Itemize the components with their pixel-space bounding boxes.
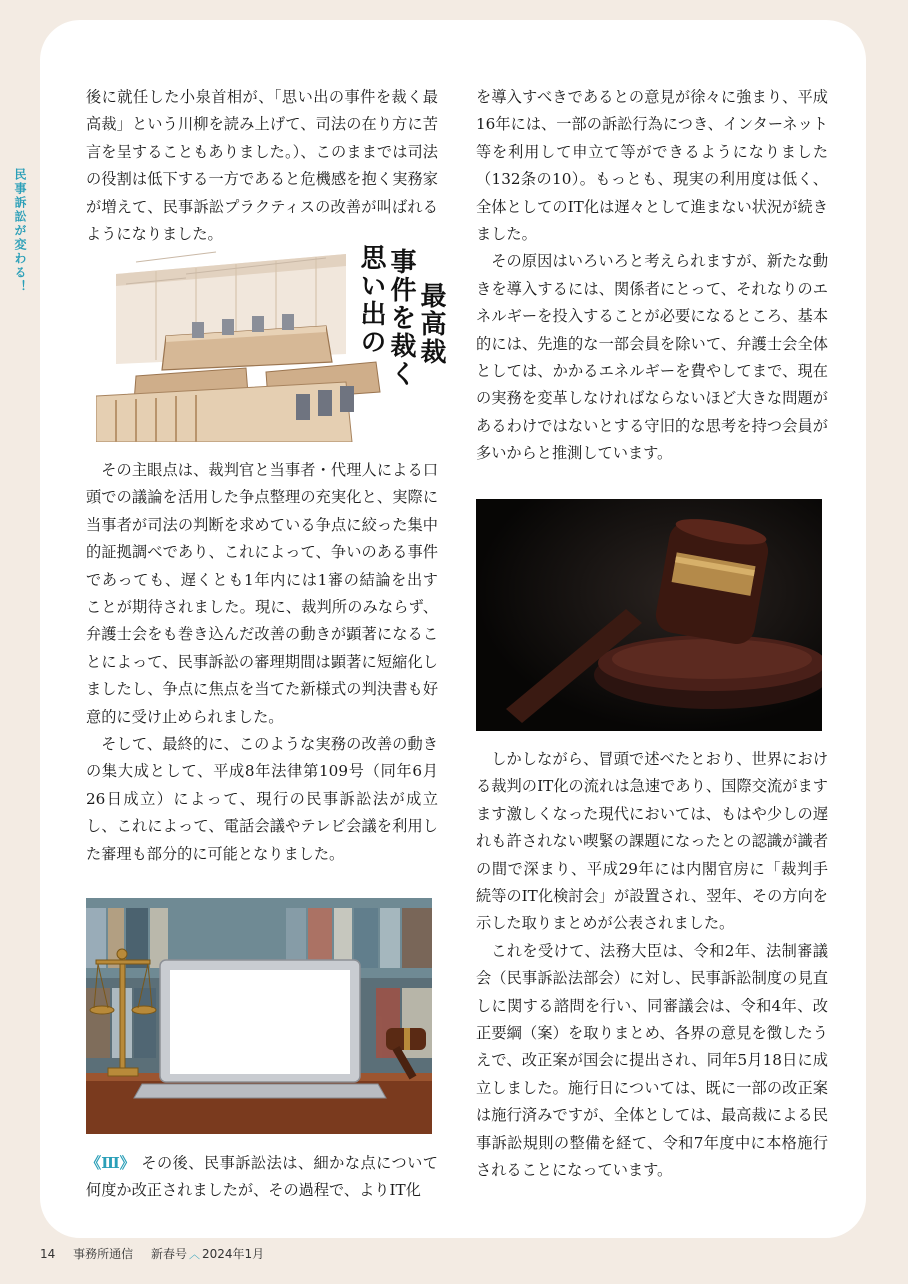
side-label: 民事訴訟が変わる！ [13, 168, 27, 294]
left-column-middle [86, 457, 438, 868]
slogan-line-3: 最高裁 [416, 282, 446, 366]
right-column-top [476, 84, 828, 468]
left-column-top [86, 84, 438, 248]
gavel-photo [476, 499, 822, 731]
slogan-line-2: 事件を裁く [386, 248, 416, 388]
slogan-line-1: 思い出の [356, 244, 386, 356]
publication-name: 事務所通信 [73, 1247, 134, 1261]
paragraph: 後に就任した小泉首相が、「思い出の事件を裁く最高裁」という川柳を読み上げて、司法の在り方に苦言を呈することもありました。）、このままでは司法の役割は低下する一方であると危機感を抱く実務家が増えて、民事訴訟プラクティスの改善が叫ばれるようになりました。 [86, 88, 438, 244]
paragraph: これを受けて、法務大臣は、令和2年、法制審議会（民事訴訟法部会）に対し、民事訴訟制度の見直しに関する諮問を行い、同審議会は、令和4年、改正要綱（案）を取りまとめ、各界の意見を徴したうえで、改正案が国会に提出され、同年5月18日に成立しました。施行日については、既に一部の改正案は施行済みですが、全体としては、最高裁による民事訴訟規則の整備を経て、令和7年度中に本格施行されることになっています。 [476, 941, 828, 1180]
courtroom-illustration [96, 244, 452, 442]
mountain-logo-icon: ︿ [188, 1248, 200, 1261]
paragraph: その主眼点は、裁判官と当事者・代理人による口頭での議論を活用した争点整理の充実化と、実際に当事者が司法の判断を求めている争点に絞った集中的証拠調べであり、これによって、争いのある事件であっても、遅くとも1年内には1審の結論を出すことが期待されました。現に、裁判所のみならず、弁護士会をも巻き込んだ改善の動きが顕著になることによって、民事訴訟の審理期間は顕著に短縮化しましたし、争点に焦点を当てた新様式の判決書も好意的に受け止められました。 [86, 461, 438, 726]
left-column-bottom [86, 1150, 438, 1205]
paragraph: その後、民事訴訟法は、細かな点について何度か改正されましたが、その過程で、よりIT化 [86, 1154, 438, 1200]
issue-name: 新春号 [150, 1247, 187, 1261]
paragraph: その原因はいろいろと考えられますが、新たな動きを導入するには、関係者にとって、それなりのエネルギーを投入することが必要になるところ、基本的には、先進的な一部会員を除いて、弁護士会全体としては、かかるエネルギーを費やしてまで、現在の実務を変革しなければならないほど大きな問題があるわけではないとする守旧的な思考を持つ会員が多いからと推測しています。 [476, 252, 828, 463]
right-column-bottom [476, 746, 828, 1185]
section-marker: 《Ⅲ》 [86, 1154, 135, 1172]
paragraph: を導入すべきであるとの意見が徐々に強まり、平成16年には、一部の訴訟行為につき、インターネット等を利用して申立て等ができるようになりました（132条の10）。もっとも、現実の利用度は低く、全体としてのIT化は遅々として進まない状況が続きました。 [476, 88, 828, 244]
page-number: 14 [40, 1247, 56, 1261]
issue-date: 2024年1月 [201, 1247, 265, 1261]
paragraph: しかしながら、冒頭で述べたとおり、世界における裁判のIT化の流れは急速であり、国際交流がますます激しくなった現代においては、もはや少しの遅れも許されない喫緊の課題になったとの認識が識者の間で深まり、平成29年には内閣官房に「裁判手続等のIT化検討会」が設置され、翌年、その方向を示した取りまとめが公表されました。 [476, 750, 828, 933]
footer [40, 1245, 440, 1262]
laptop-photo [86, 898, 432, 1134]
paragraph: そして、最終的に、このような実務の改善の動きの集大成として、平成8年法律第109号（同年6月26日成立）によって、現行の民事訴訟法が成立し、これによって、電話会議やテレビ会議を利用した審理も部分的に可能となりました。 [86, 735, 438, 863]
